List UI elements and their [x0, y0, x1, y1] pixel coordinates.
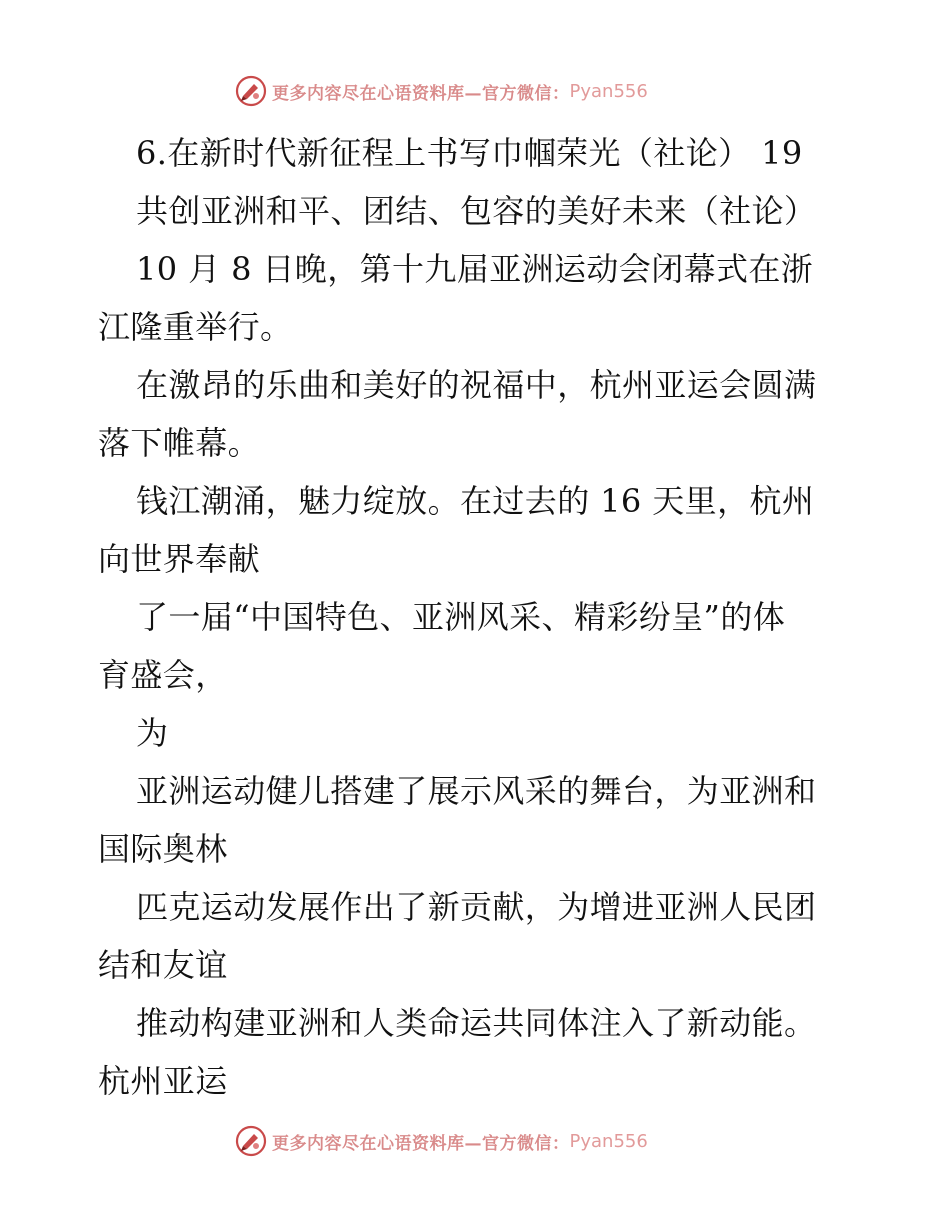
text-line: 共创亚洲和平、团结、包容的美好未来（社论）	[136, 192, 817, 230]
text-line: 国际奥林	[98, 830, 228, 868]
text-line: 钱江潮涌，魅力绽放。在过去的 16 天里，杭州	[136, 482, 815, 520]
document-body	[98, 124, 858, 1110]
pen-heart-logo-icon	[234, 74, 268, 108]
text-line: 10 月 8 日晚，第十九届亚洲运动会闭幕式在浙	[136, 250, 814, 288]
text-line: 6.在新时代新征程上书写巾帼荣光（社论） 19	[136, 134, 803, 172]
text-line: 杭州亚运	[98, 1062, 228, 1100]
text-line: 育盛会，	[98, 656, 228, 694]
watermark-text: 更多内容尽在心语资料库—官方微信：	[272, 1133, 570, 1154]
header-watermark	[234, 71, 648, 111]
text-line: 亚洲运动健儿搭建了展示风采的舞台，为亚洲和	[136, 772, 817, 810]
pen-heart-logo-icon	[234, 1124, 268, 1158]
text-line: 了一届“中国特色、亚洲风采、精彩纷呈”的体	[136, 598, 786, 636]
watermark-text: 更多内容尽在心语资料库—官方微信：	[272, 83, 570, 104]
text-line: 推动构建亚洲和人类命运共同体注入了新动能。	[136, 1004, 817, 1042]
text-line: 落下帷幕。	[98, 424, 261, 462]
text-line: 匹克运动发展作出了新贡献，为增进亚洲人民团	[136, 888, 817, 926]
watermark-id: Pyan556	[569, 1130, 648, 1152]
text-line: 为	[136, 714, 169, 752]
footer-watermark	[234, 1121, 648, 1161]
watermark-id: Pyan556	[569, 80, 648, 102]
text-line: 向世界奉献	[98, 540, 261, 578]
text-line: 结和友谊	[98, 946, 228, 984]
text-line: 江隆重举行。	[98, 308, 293, 346]
text-line: 在激昂的乐曲和美好的祝福中，杭州亚运会圆满	[136, 366, 817, 404]
